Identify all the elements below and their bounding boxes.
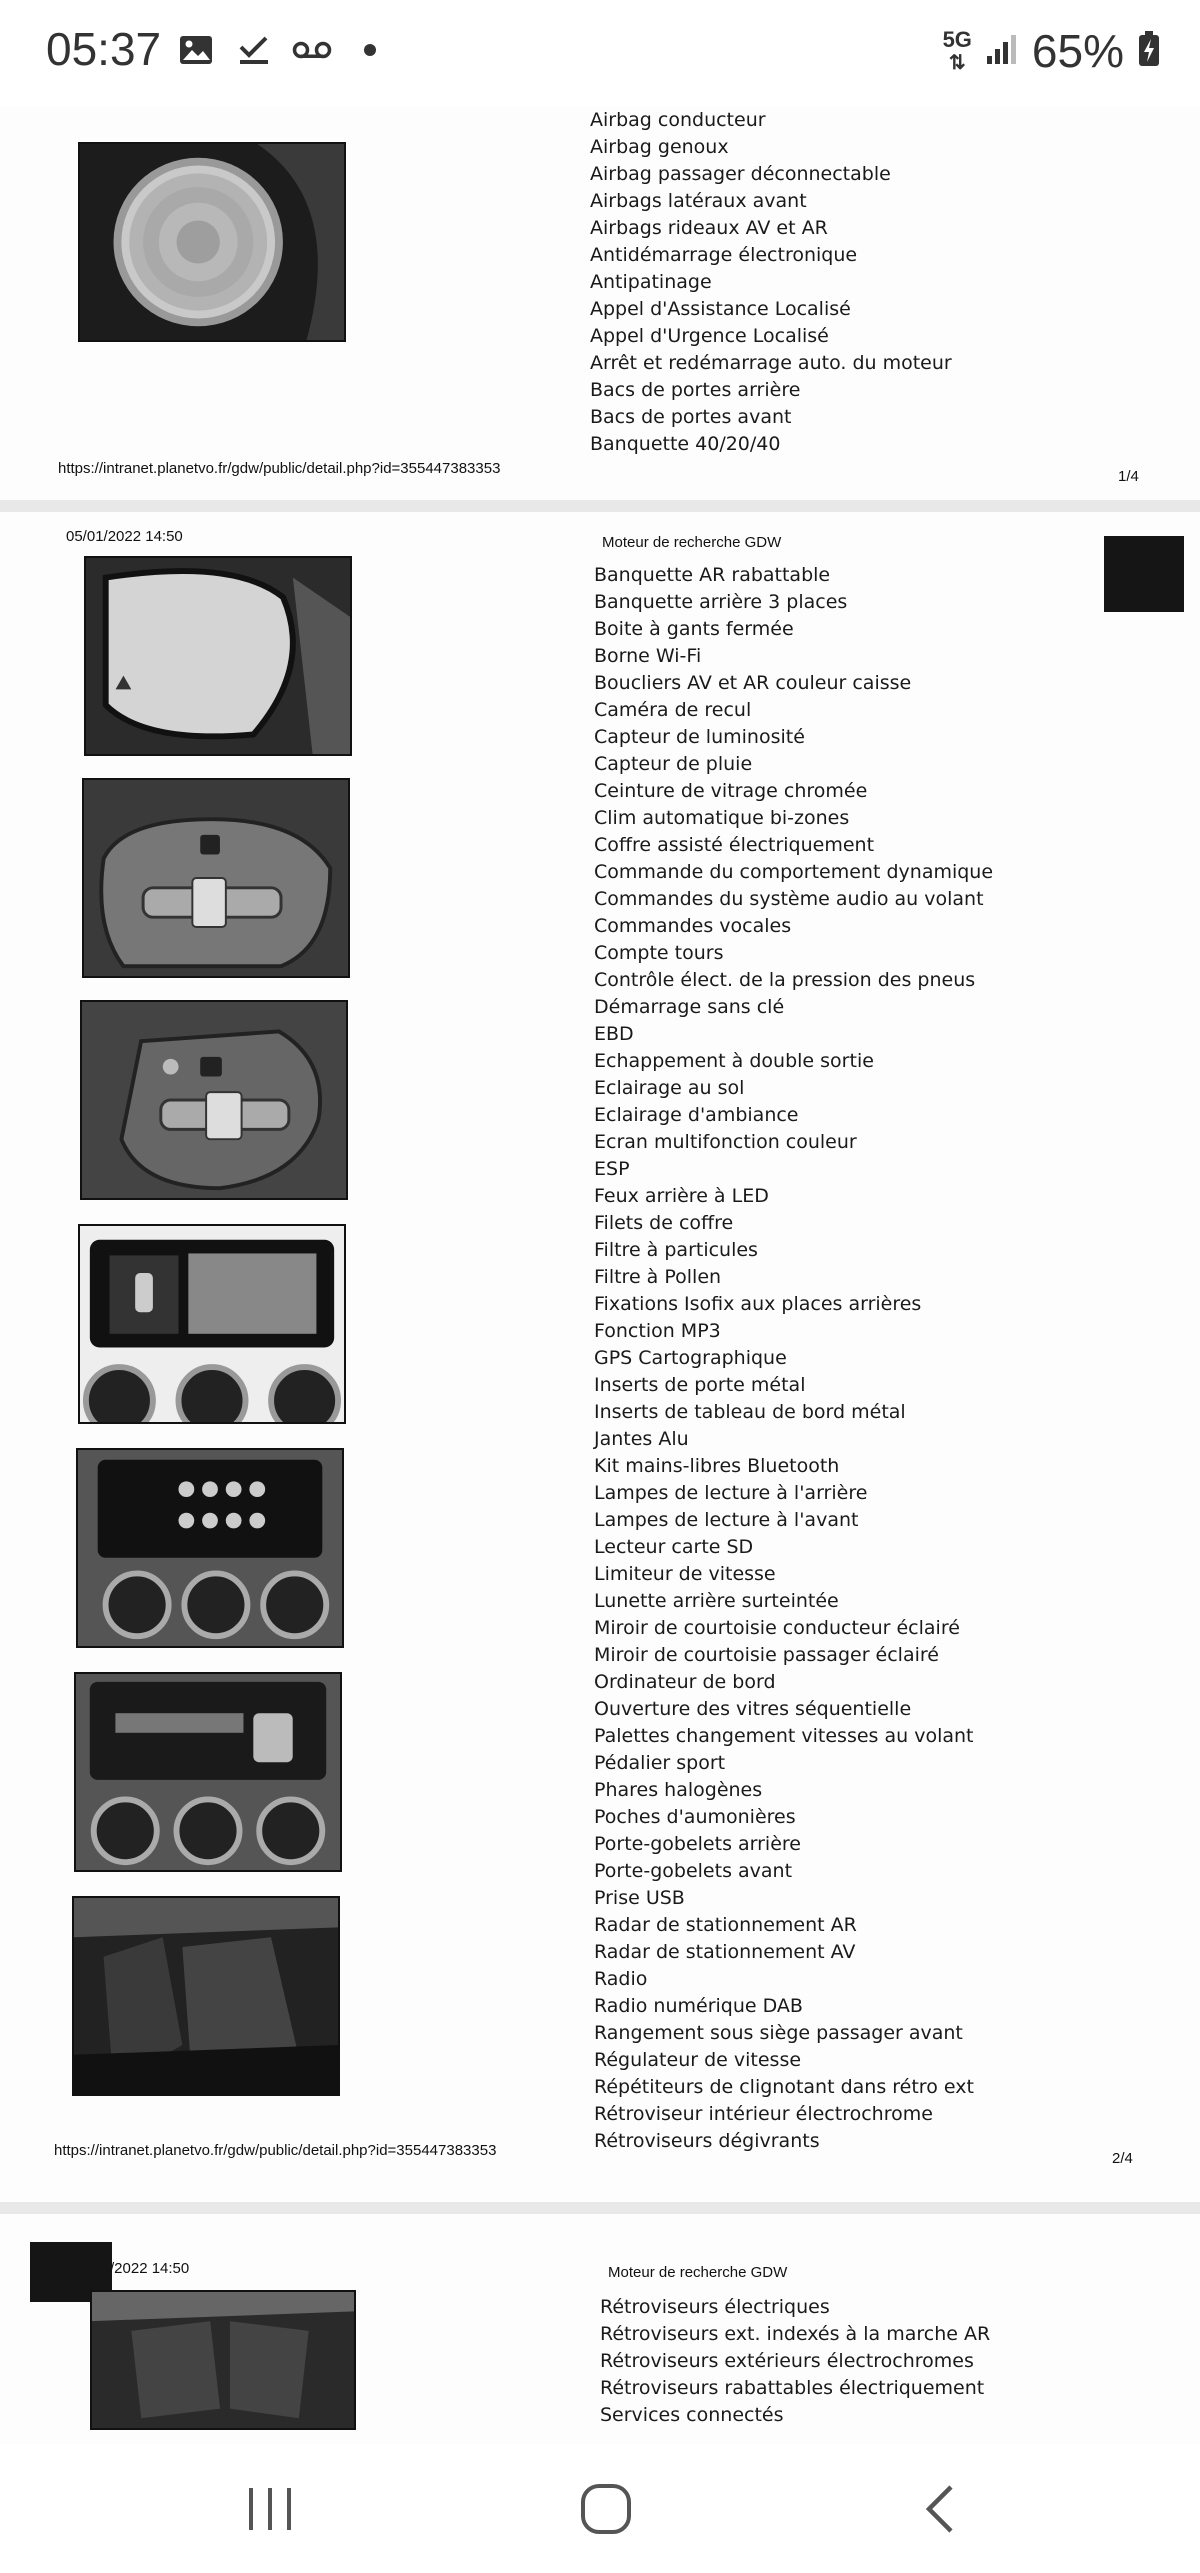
photo-steering-controls-2 <box>80 1000 348 1200</box>
scan-corner-mark <box>1104 536 1184 612</box>
feature-item: Clim automatique bi-zones <box>594 807 850 829</box>
signal-icon <box>986 32 1018 70</box>
check-icon <box>234 30 274 70</box>
status-bar <box>0 0 1200 106</box>
feature-item: Filets de coffre <box>594 1212 734 1234</box>
photo-steering-controls-1 <box>82 778 350 978</box>
feature-item: Compte tours <box>594 942 724 964</box>
feature-item: Contrôle élect. de la pression des pneus <box>594 969 976 991</box>
feature-item: Eclairage au sol <box>594 1077 745 1099</box>
battery-charging-icon <box>1138 31 1160 71</box>
scanned-page-3 <box>0 2214 1200 2444</box>
feature-item: Feux arrière à LED <box>594 1185 769 1207</box>
feature-item: Services connectés <box>600 2404 784 2426</box>
feature-item: Palettes changement vitesses au volant <box>594 1725 974 1747</box>
feature-item: Appel d'Urgence Localisé <box>590 325 829 347</box>
feature-item: Miroir de courtoisie conducteur éclairé <box>594 1617 960 1639</box>
page-url: https://intranet.planetvo.fr/gdw/public/detail.php?id=355447383353 <box>58 460 501 477</box>
page-number: 1/4 <box>1118 468 1139 485</box>
features-list-page-1 <box>590 80 952 458</box>
feature-item: Airbags rideaux AV et AR <box>590 217 828 239</box>
network-type: 5G <box>942 26 972 52</box>
feature-item: Boite à gants fermée <box>594 618 794 640</box>
feature-item: Banquette 40/20/40 <box>590 433 781 455</box>
recent-apps-icon <box>245 2486 295 2532</box>
scanned-page-1 <box>0 70 1200 500</box>
data-arrows-icon: ⇅ <box>948 51 966 74</box>
print-date: /2022 14:50 <box>110 2260 190 2277</box>
page-url: https://intranet.planetvo.fr/gdw/public/detail.php?id=355447383353 <box>54 2142 497 2159</box>
photo-infotainment-apps <box>76 1448 344 1648</box>
navigation-bar <box>0 2444 1200 2573</box>
feature-item: Prise USB <box>594 1887 685 1909</box>
feature-item: Porte-gobelets arrière <box>594 1833 801 1855</box>
feature-item: Lampes de lecture à l'arrière <box>594 1482 868 1504</box>
feature-item: Jantes Alu <box>594 1428 689 1450</box>
feature-item: Rétroviseur intérieur électrochrome <box>594 2103 933 2125</box>
feature-item: Boucliers AV et AR couleur caisse <box>594 672 912 694</box>
page-header: Moteur de recherche GDW <box>602 534 782 551</box>
feature-item: Fixations Isofix aux places arrières <box>594 1293 922 1315</box>
feature-item: Filtre à Pollen <box>594 1266 722 1288</box>
photo-side-mirror <box>84 556 352 756</box>
feature-item: Répétiteurs de clignotant dans rétro ext <box>594 2076 974 2098</box>
feature-item: Ecran multifonction couleur <box>594 1131 857 1153</box>
dot-icon <box>350 30 390 70</box>
feature-item: Rétroviseurs rabattables électriquement <box>600 2377 985 2399</box>
scanned-page-2 <box>0 512 1200 2202</box>
feature-item: Rétroviseurs dégivrants <box>594 2130 820 2152</box>
feature-item: Banquette arrière 3 places <box>594 591 848 613</box>
feature-item: Caméra de recul <box>594 699 752 721</box>
feature-item: Eclairage d'ambiance <box>594 1104 799 1126</box>
photo-rear-seats <box>72 1896 340 2096</box>
feature-item: EBD <box>594 1023 634 1045</box>
feature-item: Capteur de luminosité <box>594 726 805 748</box>
feature-item: Inserts de tableau de bord métal <box>594 1401 906 1423</box>
feature-item: Commandes vocales <box>594 915 792 937</box>
home-icon <box>580 2483 632 2535</box>
feature-item: Ceinture de vitrage chromée <box>594 780 868 802</box>
feature-item: Ordinateur de bord <box>594 1671 776 1693</box>
home-button[interactable] <box>566 2474 646 2544</box>
feature-item: ESP <box>594 1158 630 1180</box>
feature-item: Ouverture des vitres séquentielle <box>594 1698 912 1720</box>
features-list-page-3 <box>600 2294 990 2429</box>
feature-item: GPS Cartographique <box>594 1347 787 1369</box>
feature-item: Arrêt et redémarrage auto. du moteur <box>590 352 952 374</box>
page-header: Moteur de recherche GDW <box>608 2264 788 2281</box>
feature-item: Porte-gobelets avant <box>594 1860 793 1882</box>
feature-item: Lampes de lecture à l'avant <box>594 1509 859 1531</box>
print-date: 05/01/2022 14:50 <box>66 528 183 545</box>
feature-item: Radio numérique DAB <box>594 1995 803 2017</box>
feature-item: Appel d'Assistance Localisé <box>590 298 851 320</box>
feature-item: Limiteur de vitesse <box>594 1563 776 1585</box>
feature-item: Fonction MP3 <box>594 1320 721 1342</box>
feature-item: Rétroviseurs électriques <box>600 2296 830 2318</box>
feature-item: Pédalier sport <box>594 1752 726 1774</box>
back-button[interactable] <box>900 2474 980 2544</box>
notification-icons <box>176 30 390 70</box>
feature-item: Lunette arrière surteintée <box>594 1590 839 1612</box>
feature-item: Rétroviseurs extérieurs électrochromes <box>600 2350 974 2372</box>
feature-item: Filtre à particules <box>594 1239 758 1261</box>
feature-item: Radio <box>594 1968 648 1990</box>
feature-item: Airbag conducteur <box>590 109 766 131</box>
feature-item: Capteur de pluie <box>594 753 753 775</box>
feature-item: Miroir de courtoisie passager éclairé <box>594 1644 939 1666</box>
photo-car-display <box>74 1672 342 1872</box>
page-number: 2/4 <box>1112 2150 1133 2167</box>
features-list-page-2 <box>594 562 993 2155</box>
feature-item: Bacs de portes avant <box>590 406 792 428</box>
back-icon <box>923 2483 957 2535</box>
feature-item: Echappement à double sortie <box>594 1050 874 1072</box>
feature-item: Régulateur de vitesse <box>594 2049 802 2071</box>
battery-percent: 65% <box>1031 25 1124 77</box>
feature-item: Commandes du système audio au volant <box>594 888 984 910</box>
feature-item: Démarrage sans clé <box>594 996 785 1018</box>
feature-item: Antidémarrage électronique <box>590 244 858 266</box>
feature-item: Poches d'aumonières <box>594 1806 796 1828</box>
image-icon <box>176 30 216 70</box>
feature-item: Rangement sous siège passager avant <box>594 2022 963 2044</box>
feature-item: Kit mains-libres Bluetooth <box>594 1455 840 1477</box>
recent-apps-button[interactable] <box>230 2474 310 2544</box>
photo-car-interior <box>90 2290 356 2430</box>
feature-item: Airbags latéraux avant <box>590 190 807 212</box>
feature-item: Banquette AR rabattable <box>594 564 831 586</box>
feature-item: Bacs de portes arrière <box>590 379 801 401</box>
feature-item: Antipatinage <box>590 271 712 293</box>
feature-item: Borne Wi-Fi <box>594 645 702 667</box>
feature-item: Airbag passager déconnectable <box>590 163 891 185</box>
feature-item: Airbag genoux <box>590 136 729 158</box>
feature-item: Coffre assisté électriquement <box>594 834 875 856</box>
status-time: 05:37 <box>46 23 162 75</box>
network-indicator <box>942 26 972 74</box>
feature-item: Rétroviseurs ext. indexés à la marche AR <box>600 2323 991 2345</box>
photo-speaker-grille <box>78 142 346 342</box>
feature-item: Radar de stationnement AV <box>594 1941 856 1963</box>
feature-item: Commande du comportement dynamique <box>594 861 994 883</box>
feature-item: Inserts de porte métal <box>594 1374 806 1396</box>
voicemail-icon <box>292 30 332 70</box>
feature-item: Lecteur carte SD <box>594 1536 754 1558</box>
photo-camera-screen <box>78 1224 346 1424</box>
feature-item: Phares halogènes <box>594 1779 763 1801</box>
feature-item: Radar de stationnement AR <box>594 1914 857 1936</box>
